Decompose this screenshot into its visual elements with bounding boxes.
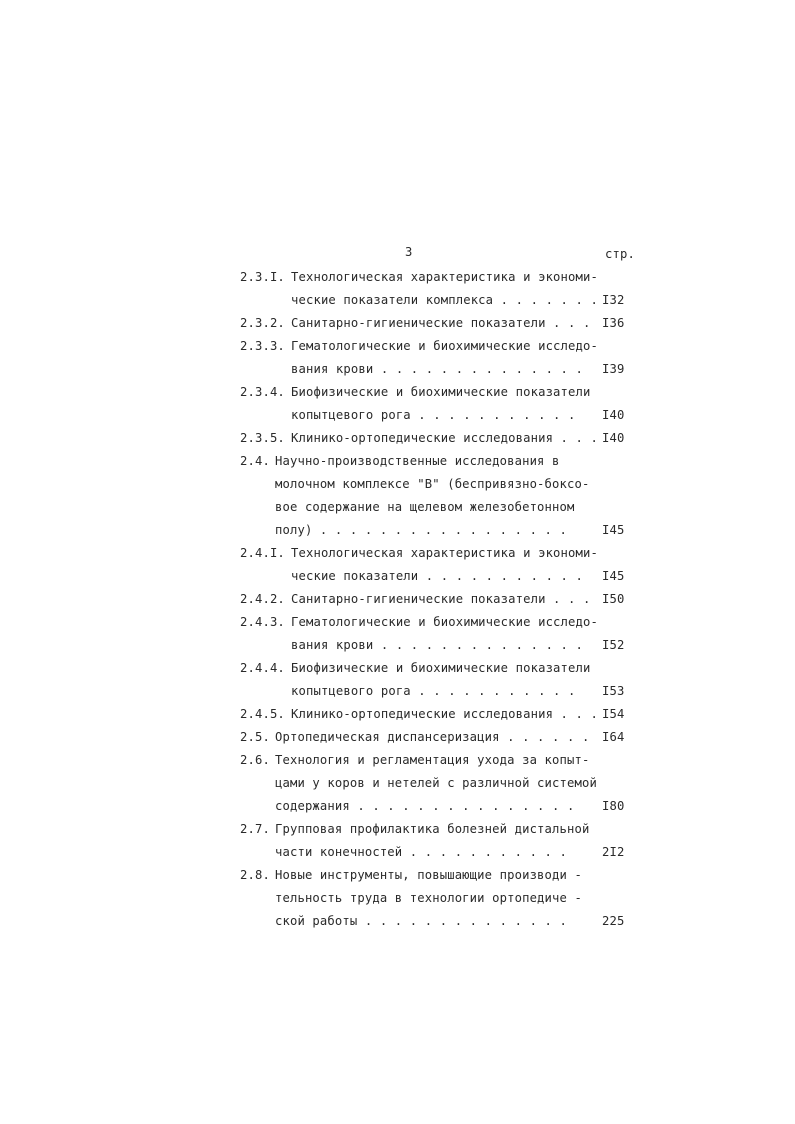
toc-line [240, 289, 625, 312]
toc-line [240, 726, 625, 749]
toc-line [240, 542, 625, 565]
toc-entry-page: I39 [602, 362, 625, 376]
toc-entry-text: Санитарно-гигиенические показатели . . . [291, 316, 591, 330]
toc-entry [240, 335, 625, 381]
toc-entry-number: 2.6. [240, 753, 270, 767]
toc-entry-text: Гематологические и биохимические исследо- [291, 339, 598, 353]
toc-entry [240, 703, 625, 726]
page-column-header: стр. [605, 247, 635, 261]
toc-entry [240, 611, 625, 657]
toc-line [240, 496, 625, 519]
toc-entry [240, 266, 625, 312]
toc-entry-text: полу) . . . . . . . . . . . . . . . . . [275, 523, 568, 537]
toc-line [240, 864, 625, 887]
toc-line [240, 588, 625, 611]
toc-entry-text: ческие показатели . . . . . . . . . . . [291, 569, 584, 583]
toc-entry [240, 749, 625, 818]
toc-line [240, 680, 625, 703]
toc-entry-text: вания крови . . . . . . . . . . . . . . [291, 362, 584, 376]
toc-entry-text: копытцевого рога . . . . . . . . . . . [291, 684, 576, 698]
toc-entry-text: ской работы . . . . . . . . . . . . . . [275, 914, 568, 928]
toc-entry-page: 2I2 [602, 845, 625, 859]
toc-entry-text: Технологическая характеристика и экономи- [291, 546, 598, 560]
toc-entry-text: копытцевого рога . . . . . . . . . . . [291, 408, 576, 422]
toc-entry [240, 657, 625, 703]
toc-line [240, 473, 625, 496]
toc-entry-text: Гематологические и биохимические исследо- [291, 615, 598, 629]
toc-line [240, 565, 625, 588]
toc-line [240, 427, 625, 450]
toc-entry-number: 2.4.4. [240, 661, 285, 675]
toc-line [240, 611, 625, 634]
toc-entry-text: Санитарно-гигиенические показатели . . . [291, 592, 591, 606]
toc-entry-number: 2.4. [240, 454, 270, 468]
toc-line [240, 335, 625, 358]
toc-line [240, 910, 625, 933]
toc-entry-text: Новые инструменты, повышающие производи - [275, 868, 582, 882]
toc-entry-number: 2.5. [240, 730, 270, 744]
toc-line [240, 404, 625, 427]
toc-entry-number: 2.7. [240, 822, 270, 836]
toc-line [240, 634, 625, 657]
toc-entry-number: 2.4.I. [240, 546, 285, 560]
toc-entry-page: I53 [602, 684, 625, 698]
toc-entry [240, 450, 625, 542]
toc-entry-number: 2.3.5. [240, 431, 285, 445]
toc-entry-text: Научно-производственные исследования в [275, 454, 560, 468]
toc-entry-number: 2.4.5. [240, 707, 285, 721]
toc-entry-page: I50 [602, 592, 625, 606]
toc-entry-text: части конечностей . . . . . . . . . . . [275, 845, 568, 859]
toc-entry [240, 542, 625, 588]
toc-entry-page: I36 [602, 316, 625, 330]
toc-entry-number: 2.4.3. [240, 615, 285, 629]
toc-entry-text: Технологическая характеристика и экономи- [291, 270, 598, 284]
toc-entry-text: Биофизические и биохимические показатели [291, 385, 591, 399]
toc-line [240, 749, 625, 772]
toc-entry-text: Клинико-ортопедические исследования . . . [291, 707, 598, 721]
toc-entry-number: 2.3.2. [240, 316, 285, 330]
toc-entry [240, 427, 625, 450]
toc-entry-page: I40 [602, 408, 625, 422]
toc-entry-number: 2.8. [240, 868, 270, 882]
toc-entry-page: I32 [602, 293, 625, 307]
toc-entry-page: I45 [602, 523, 625, 537]
toc-entry-text: Технология и регламентация ухода за копыт- [275, 753, 590, 767]
toc-entry [240, 312, 625, 335]
toc-entry-text: молочном комплексе "В" (беспривязно-боксо- [275, 477, 590, 491]
toc-entry [240, 726, 625, 749]
toc-line [240, 657, 625, 680]
toc-entry [240, 818, 625, 864]
toc-line [240, 795, 625, 818]
toc-line [240, 266, 625, 289]
toc-line [240, 450, 625, 473]
toc-line [240, 519, 625, 542]
toc-entry-text: цами у коров и нетелей с различной системой [275, 776, 597, 790]
page-number: 3 [405, 245, 413, 259]
toc-entry [240, 588, 625, 611]
toc-entry-text: Групповая профилактика болезней дистальной [275, 822, 590, 836]
toc-entry-page: I54 [602, 707, 625, 721]
toc-entry-text: вое содержание на щелевом железобетонном [275, 500, 575, 514]
toc-line [240, 312, 625, 335]
toc-entry-page: 225 [602, 914, 625, 928]
toc-entry-text: Биофизические и биохимические показатели [291, 661, 591, 675]
toc-line [240, 358, 625, 381]
toc-entry-number: 2.3.3. [240, 339, 285, 353]
toc-entry-number: 2.3.I. [240, 270, 285, 284]
toc-line [240, 887, 625, 910]
toc-entry [240, 864, 625, 933]
toc-entry-text: содержания . . . . . . . . . . . . . . . [275, 799, 575, 813]
toc-entry-number: 2.4.2. [240, 592, 285, 606]
toc-entry-text: Клинико-ортопедические исследования . . . [291, 431, 598, 445]
toc-line [240, 841, 625, 864]
toc-line [240, 818, 625, 841]
toc-entry-page: I40 [602, 431, 625, 445]
toc-line [240, 381, 625, 404]
toc-entry-page: I52 [602, 638, 625, 652]
toc-entry-text: вания крови . . . . . . . . . . . . . . [291, 638, 584, 652]
toc-entry-text: Ортопедическая диспансеризация . . . . . . [275, 730, 590, 744]
toc-entry [240, 381, 625, 427]
toc-entry-page: I80 [602, 799, 625, 813]
toc-entry-text: тельность труда в технологии ортопедиче - [275, 891, 582, 905]
toc-line [240, 772, 625, 795]
toc-entry-page: I45 [602, 569, 625, 583]
toc-entry-text: ческие показатели комплекса . . . . . . . [291, 293, 598, 307]
toc-entry-page: I64 [602, 730, 625, 744]
toc-entry-number: 2.3.4. [240, 385, 285, 399]
toc-line [240, 703, 625, 726]
